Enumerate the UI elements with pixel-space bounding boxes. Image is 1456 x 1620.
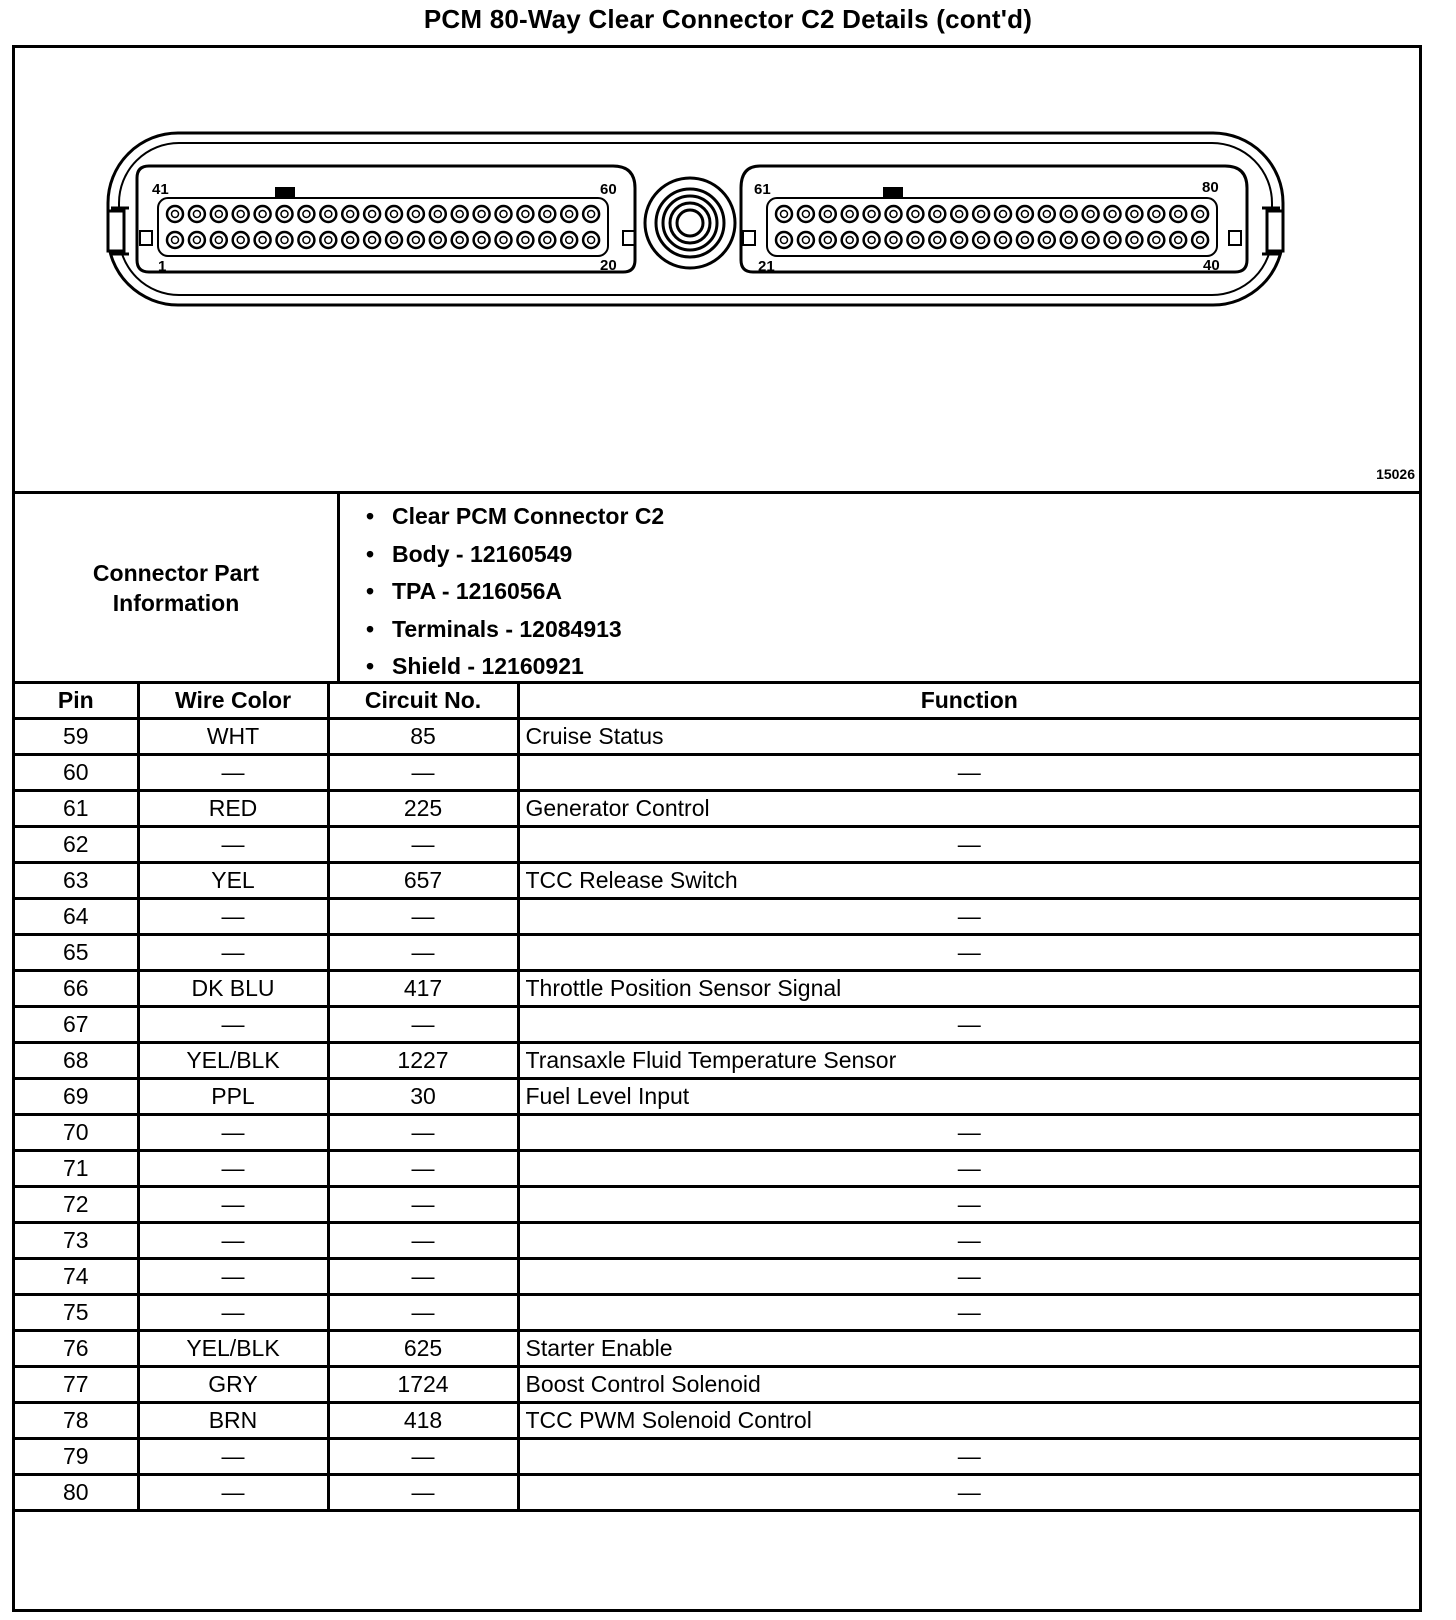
function-cell: — [518, 1187, 1419, 1223]
cavity [798, 206, 814, 222]
function-cell: — [518, 1475, 1419, 1511]
function-cell: — [518, 755, 1419, 791]
cavity-terminal [588, 211, 595, 218]
cavity-terminal [456, 211, 463, 218]
info-item: • Terminals - 12084913 [360, 611, 664, 649]
cavity [539, 206, 555, 222]
cavity-terminal [890, 237, 897, 244]
cavity-terminal [237, 237, 244, 244]
cavity [907, 206, 923, 222]
function-cell: TCC Release Switch [518, 863, 1419, 899]
circuit-cell: 225 [328, 791, 518, 827]
cavity [561, 206, 577, 222]
cavity [430, 232, 446, 248]
cavity [233, 232, 249, 248]
cavity [408, 232, 424, 248]
cavity [496, 206, 512, 222]
cavity-terminal [890, 211, 897, 218]
cavity-terminal [1043, 237, 1050, 244]
cavity [364, 232, 380, 248]
cavity [1170, 206, 1186, 222]
table-row [15, 719, 1419, 755]
cavity-terminal [1087, 211, 1094, 218]
table-row [15, 1043, 1419, 1079]
cavity [452, 206, 468, 222]
pin-cell: 70 [15, 1115, 138, 1151]
figure-id: 15026 [1376, 466, 1415, 482]
table-row [15, 863, 1419, 899]
cavity [776, 206, 792, 222]
info-item: • TPA - 1216056A [360, 573, 664, 611]
circuit-cell: — [328, 935, 518, 971]
cavity [1148, 206, 1164, 222]
cavity-terminal [1175, 211, 1182, 218]
cavity [277, 232, 293, 248]
wire-color-cell: YEL/BLK [138, 1043, 328, 1079]
table-row [15, 971, 1419, 1007]
circuit-cell: — [328, 1259, 518, 1295]
wire-color-cell: — [138, 1007, 328, 1043]
table-row [15, 827, 1419, 863]
cavity [342, 206, 358, 222]
cavity-terminal [391, 237, 398, 244]
cavity-label-20: 20 [600, 257, 617, 274]
cavity-terminal [412, 211, 419, 218]
cavity [211, 232, 227, 248]
cavity [189, 232, 205, 248]
cavity-terminal [1000, 237, 1007, 244]
function-cell: — [518, 1115, 1419, 1151]
circuit-cell: — [328, 899, 518, 935]
circuit-cell: 417 [328, 971, 518, 1007]
cavity-terminal [215, 237, 222, 244]
table-row [15, 1079, 1419, 1115]
cavity [167, 232, 183, 248]
cavity [452, 232, 468, 248]
table-row [15, 1223, 1419, 1259]
cavity [474, 232, 490, 248]
table-row [15, 1295, 1419, 1331]
wire-color-cell: — [138, 935, 328, 971]
circuit-cell: 625 [328, 1331, 518, 1367]
circuit-cell: — [328, 1007, 518, 1043]
cavity-terminal [1153, 211, 1160, 218]
cavity-terminal [281, 211, 288, 218]
cavity-terminal [522, 237, 529, 244]
cavity [320, 206, 336, 222]
cavity-terminal [1109, 237, 1116, 244]
cavity-terminal [1153, 237, 1160, 244]
function-cell: — [518, 827, 1419, 863]
cavity-terminal [369, 237, 376, 244]
cavity-terminal [846, 211, 853, 218]
table-row [15, 1259, 1419, 1295]
wire-color-cell: — [138, 1295, 328, 1331]
cavity [1192, 232, 1208, 248]
cavity [1017, 232, 1033, 248]
cavity-terminal [802, 211, 809, 218]
header-circuit-no: Circuit No. [328, 684, 518, 719]
cavity-terminal [172, 211, 179, 218]
cavity [929, 232, 945, 248]
cavity-terminal [956, 211, 963, 218]
cavity [886, 206, 902, 222]
cavity-terminal [978, 211, 985, 218]
pin-table [15, 684, 1419, 1512]
wire-color-cell: WHT [138, 719, 328, 755]
cavity-terminal [824, 237, 831, 244]
function-cell: Boost Control Solenoid [518, 1367, 1419, 1403]
wire-color-cell: — [138, 1259, 328, 1295]
cavity-terminal [1021, 237, 1028, 244]
cavity [364, 206, 380, 222]
cavity [167, 206, 183, 222]
connector-info [15, 494, 1419, 684]
function-cell: — [518, 1151, 1419, 1187]
cavity-terminal [1131, 211, 1138, 218]
cavity-terminal [434, 211, 441, 218]
cavity-label-80: 80 [1202, 179, 1219, 196]
wire-color-cell: — [138, 755, 328, 791]
pin-cell: 72 [15, 1187, 138, 1223]
connector-diagram [15, 48, 1419, 494]
cavity-terminal [347, 237, 354, 244]
wire-color-cell: DK BLU [138, 971, 328, 1007]
function-cell: — [518, 1439, 1419, 1475]
cavity-terminal [303, 237, 310, 244]
cavity-terminal [456, 237, 463, 244]
circuit-cell: — [328, 1475, 518, 1511]
cavity-label-60: 60 [600, 181, 617, 198]
pin-cell: 69 [15, 1079, 138, 1115]
cavity [430, 206, 446, 222]
function-cell: Generator Control [518, 791, 1419, 827]
cavity [864, 232, 880, 248]
cavity-terminal [1197, 211, 1204, 218]
cavity [277, 206, 293, 222]
wire-color-cell: — [138, 1475, 328, 1511]
header-pin: Pin [15, 684, 138, 719]
pin-cell: 68 [15, 1043, 138, 1079]
pin-cell: 62 [15, 827, 138, 863]
wire-color-cell: — [138, 1187, 328, 1223]
cavity [995, 232, 1011, 248]
pin-cell: 65 [15, 935, 138, 971]
cavity [408, 206, 424, 222]
table-row [15, 1367, 1419, 1403]
cavity [1083, 206, 1099, 222]
function-cell: — [518, 899, 1419, 935]
cavity-label-1: 1 [158, 258, 167, 275]
cavity [255, 206, 271, 222]
cavity-terminal [846, 237, 853, 244]
cavity [298, 206, 314, 222]
circuit-cell: 85 [328, 719, 518, 755]
table-header-row [15, 684, 1419, 719]
cavity [561, 232, 577, 248]
cavity-terminal [434, 237, 441, 244]
cavity [951, 232, 967, 248]
cavity [233, 206, 249, 222]
wire-color-cell: PPL [138, 1079, 328, 1115]
cavity-terminal [325, 211, 332, 218]
function-cell: — [518, 935, 1419, 971]
cavity [1105, 206, 1121, 222]
table-row [15, 1439, 1419, 1475]
cavity-terminal [193, 211, 200, 218]
cavity [951, 206, 967, 222]
cavity [517, 206, 533, 222]
cavity [1083, 232, 1099, 248]
cavity-terminal [912, 211, 919, 218]
pin-cell: 63 [15, 863, 138, 899]
table-row [15, 755, 1419, 791]
cavity [386, 232, 402, 248]
cavity-terminal [500, 211, 507, 218]
pin-cell: 73 [15, 1223, 138, 1259]
cavity-terminal [369, 211, 376, 218]
cavity-terminal [1175, 237, 1182, 244]
cavity-terminal [281, 237, 288, 244]
cavity-terminal [1131, 237, 1138, 244]
cavity [1148, 232, 1164, 248]
cavity [820, 232, 836, 248]
cavity [842, 206, 858, 222]
header-wire-color: Wire Color [138, 684, 328, 719]
cavity [1061, 206, 1077, 222]
cavity [842, 232, 858, 248]
cavity-terminal [1197, 237, 1204, 244]
table-row [15, 1475, 1419, 1511]
pin-cell: 80 [15, 1475, 138, 1511]
wire-color-cell: YEL [138, 863, 328, 899]
cavity [386, 206, 402, 222]
cavity [973, 232, 989, 248]
cavity-terminal [868, 237, 875, 244]
wire-color-cell: YEL/BLK [138, 1331, 328, 1367]
pin-cell: 78 [15, 1403, 138, 1439]
cavity [907, 232, 923, 248]
pin-cell: 74 [15, 1259, 138, 1295]
cavity-terminal [1087, 237, 1094, 244]
connector-info-list [360, 498, 664, 686]
cavity-terminal [478, 211, 485, 218]
cavity [1126, 232, 1142, 248]
cavity [995, 206, 1011, 222]
cavity [798, 232, 814, 248]
circuit-cell: 1227 [328, 1043, 518, 1079]
cavity [474, 206, 490, 222]
cavity-terminal [259, 211, 266, 218]
cavity-label-40: 40 [1203, 257, 1220, 274]
wire-color-cell: GRY [138, 1367, 328, 1403]
cavity-terminal [868, 211, 875, 218]
cavity [583, 206, 599, 222]
function-cell: — [518, 1223, 1419, 1259]
circuit-cell: — [328, 1187, 518, 1223]
cavity-terminal [934, 211, 941, 218]
cavity-terminal [347, 211, 354, 218]
circuit-cell: 418 [328, 1403, 518, 1439]
circuit-cell: — [328, 1295, 518, 1331]
cavity-terminal [956, 237, 963, 244]
cavity-terminal [1000, 211, 1007, 218]
table-row [15, 899, 1419, 935]
circuit-cell: — [328, 755, 518, 791]
cavity [496, 232, 512, 248]
connector-drawing [15, 48, 1419, 491]
cavity-label-61: 61 [754, 181, 771, 198]
cavity [1170, 232, 1186, 248]
circuit-cell: — [328, 1151, 518, 1187]
circuit-cell: — [328, 827, 518, 863]
table-row [15, 1115, 1419, 1151]
cavity-terminal [1065, 237, 1072, 244]
cavity-terminal [237, 211, 244, 218]
circuit-cell: — [328, 1439, 518, 1475]
pin-cell: 66 [15, 971, 138, 1007]
wire-color-cell: BRN [138, 1403, 328, 1439]
cavity [1061, 232, 1077, 248]
table-row [15, 791, 1419, 827]
pin-cell: 77 [15, 1367, 138, 1403]
cavity-terminal [544, 237, 551, 244]
cavity-terminal [303, 211, 310, 218]
table-row [15, 1151, 1419, 1187]
circuit-cell: — [328, 1223, 518, 1259]
cavity-terminal [412, 237, 419, 244]
connector-info-label: Connector Part Information [15, 494, 340, 681]
function-cell: Starter Enable [518, 1331, 1419, 1367]
cavity [929, 206, 945, 222]
cavity-terminal [1109, 211, 1116, 218]
cavity-terminal [193, 237, 200, 244]
cavity-terminal [522, 211, 529, 218]
cavity [1039, 206, 1055, 222]
pin-cell: 71 [15, 1151, 138, 1187]
cavity-terminal [1021, 211, 1028, 218]
table-row [15, 935, 1419, 971]
info-item: • Shield - 12160921 [360, 648, 664, 686]
details-frame [12, 45, 1422, 1612]
function-cell: TCC PWM Solenoid Control [518, 1403, 1419, 1439]
pin-cell: 61 [15, 791, 138, 827]
cavity [298, 232, 314, 248]
cavity-terminal [566, 237, 573, 244]
pin-cell: 75 [15, 1295, 138, 1331]
cavity [973, 206, 989, 222]
cavity-terminal [478, 237, 485, 244]
wire-color-cell: — [138, 1439, 328, 1475]
info-item: • Body - 12160549 [360, 536, 664, 574]
info-item: • Clear PCM Connector C2 [360, 498, 664, 536]
cavity-terminal [566, 211, 573, 218]
table-row [15, 1403, 1419, 1439]
cavity-terminal [500, 237, 507, 244]
pin-cell: 64 [15, 899, 138, 935]
cavity [255, 232, 271, 248]
cavity-terminal [588, 237, 595, 244]
cavity [886, 232, 902, 248]
function-cell: Cruise Status [518, 719, 1419, 755]
header-function: Function [518, 684, 1419, 719]
cavity-terminal [172, 237, 179, 244]
cavity-label-21: 21 [758, 258, 775, 275]
cavity-terminal [978, 237, 985, 244]
cavity-terminal [824, 211, 831, 218]
cavity [583, 232, 599, 248]
cavity-terminal [391, 211, 398, 218]
circuit-cell: 30 [328, 1079, 518, 1115]
function-cell: — [518, 1007, 1419, 1043]
pin-cell: 60 [15, 755, 138, 791]
cavity-terminal [325, 237, 332, 244]
cavity [1192, 206, 1208, 222]
pin-cell: 59 [15, 719, 138, 755]
cavity [517, 232, 533, 248]
cavity [342, 232, 358, 248]
circuit-cell: — [328, 1115, 518, 1151]
pin-cell: 76 [15, 1331, 138, 1367]
table-row [15, 1187, 1419, 1223]
cavity-terminal [802, 237, 809, 244]
cavity [189, 206, 205, 222]
cavity [1105, 232, 1121, 248]
cavity-terminal [215, 211, 222, 218]
circuit-cell: 657 [328, 863, 518, 899]
wire-color-cell: — [138, 899, 328, 935]
table-row [15, 1331, 1419, 1367]
circuit-cell: 1724 [328, 1367, 518, 1403]
function-cell: Fuel Level Input [518, 1079, 1419, 1115]
cavity [820, 206, 836, 222]
cavity-terminal [912, 237, 919, 244]
cavity-terminal [1065, 211, 1072, 218]
pin-cell: 79 [15, 1439, 138, 1475]
cavity-terminal [934, 237, 941, 244]
pin-cell: 67 [15, 1007, 138, 1043]
cavity [864, 206, 880, 222]
table-row [15, 1007, 1419, 1043]
cavity [539, 232, 555, 248]
function-cell: Throttle Position Sensor Signal [518, 971, 1419, 1007]
wire-color-cell: — [138, 1223, 328, 1259]
cavity [1017, 206, 1033, 222]
cavity [1039, 232, 1055, 248]
cavity [1126, 206, 1142, 222]
wire-color-cell: — [138, 827, 328, 863]
cavity-terminal [781, 211, 788, 218]
cavity-terminal [544, 211, 551, 218]
cavity [320, 232, 336, 248]
page-title: PCM 80-Way Clear Connector C2 Details (cont'd) [423, 4, 1033, 34]
wire-color-cell: — [138, 1115, 328, 1151]
cavity-terminal [259, 237, 266, 244]
cavity [211, 206, 227, 222]
cavity-terminal [781, 237, 788, 244]
cavity-label-41: 41 [152, 181, 169, 198]
cavity-terminal [1043, 211, 1050, 218]
function-cell: Transaxle Fluid Temperature Sensor [518, 1043, 1419, 1079]
function-cell: — [518, 1259, 1419, 1295]
function-cell: — [518, 1295, 1419, 1331]
cavity [776, 232, 792, 248]
wire-color-cell: RED [138, 791, 328, 827]
wire-color-cell: — [138, 1151, 328, 1187]
